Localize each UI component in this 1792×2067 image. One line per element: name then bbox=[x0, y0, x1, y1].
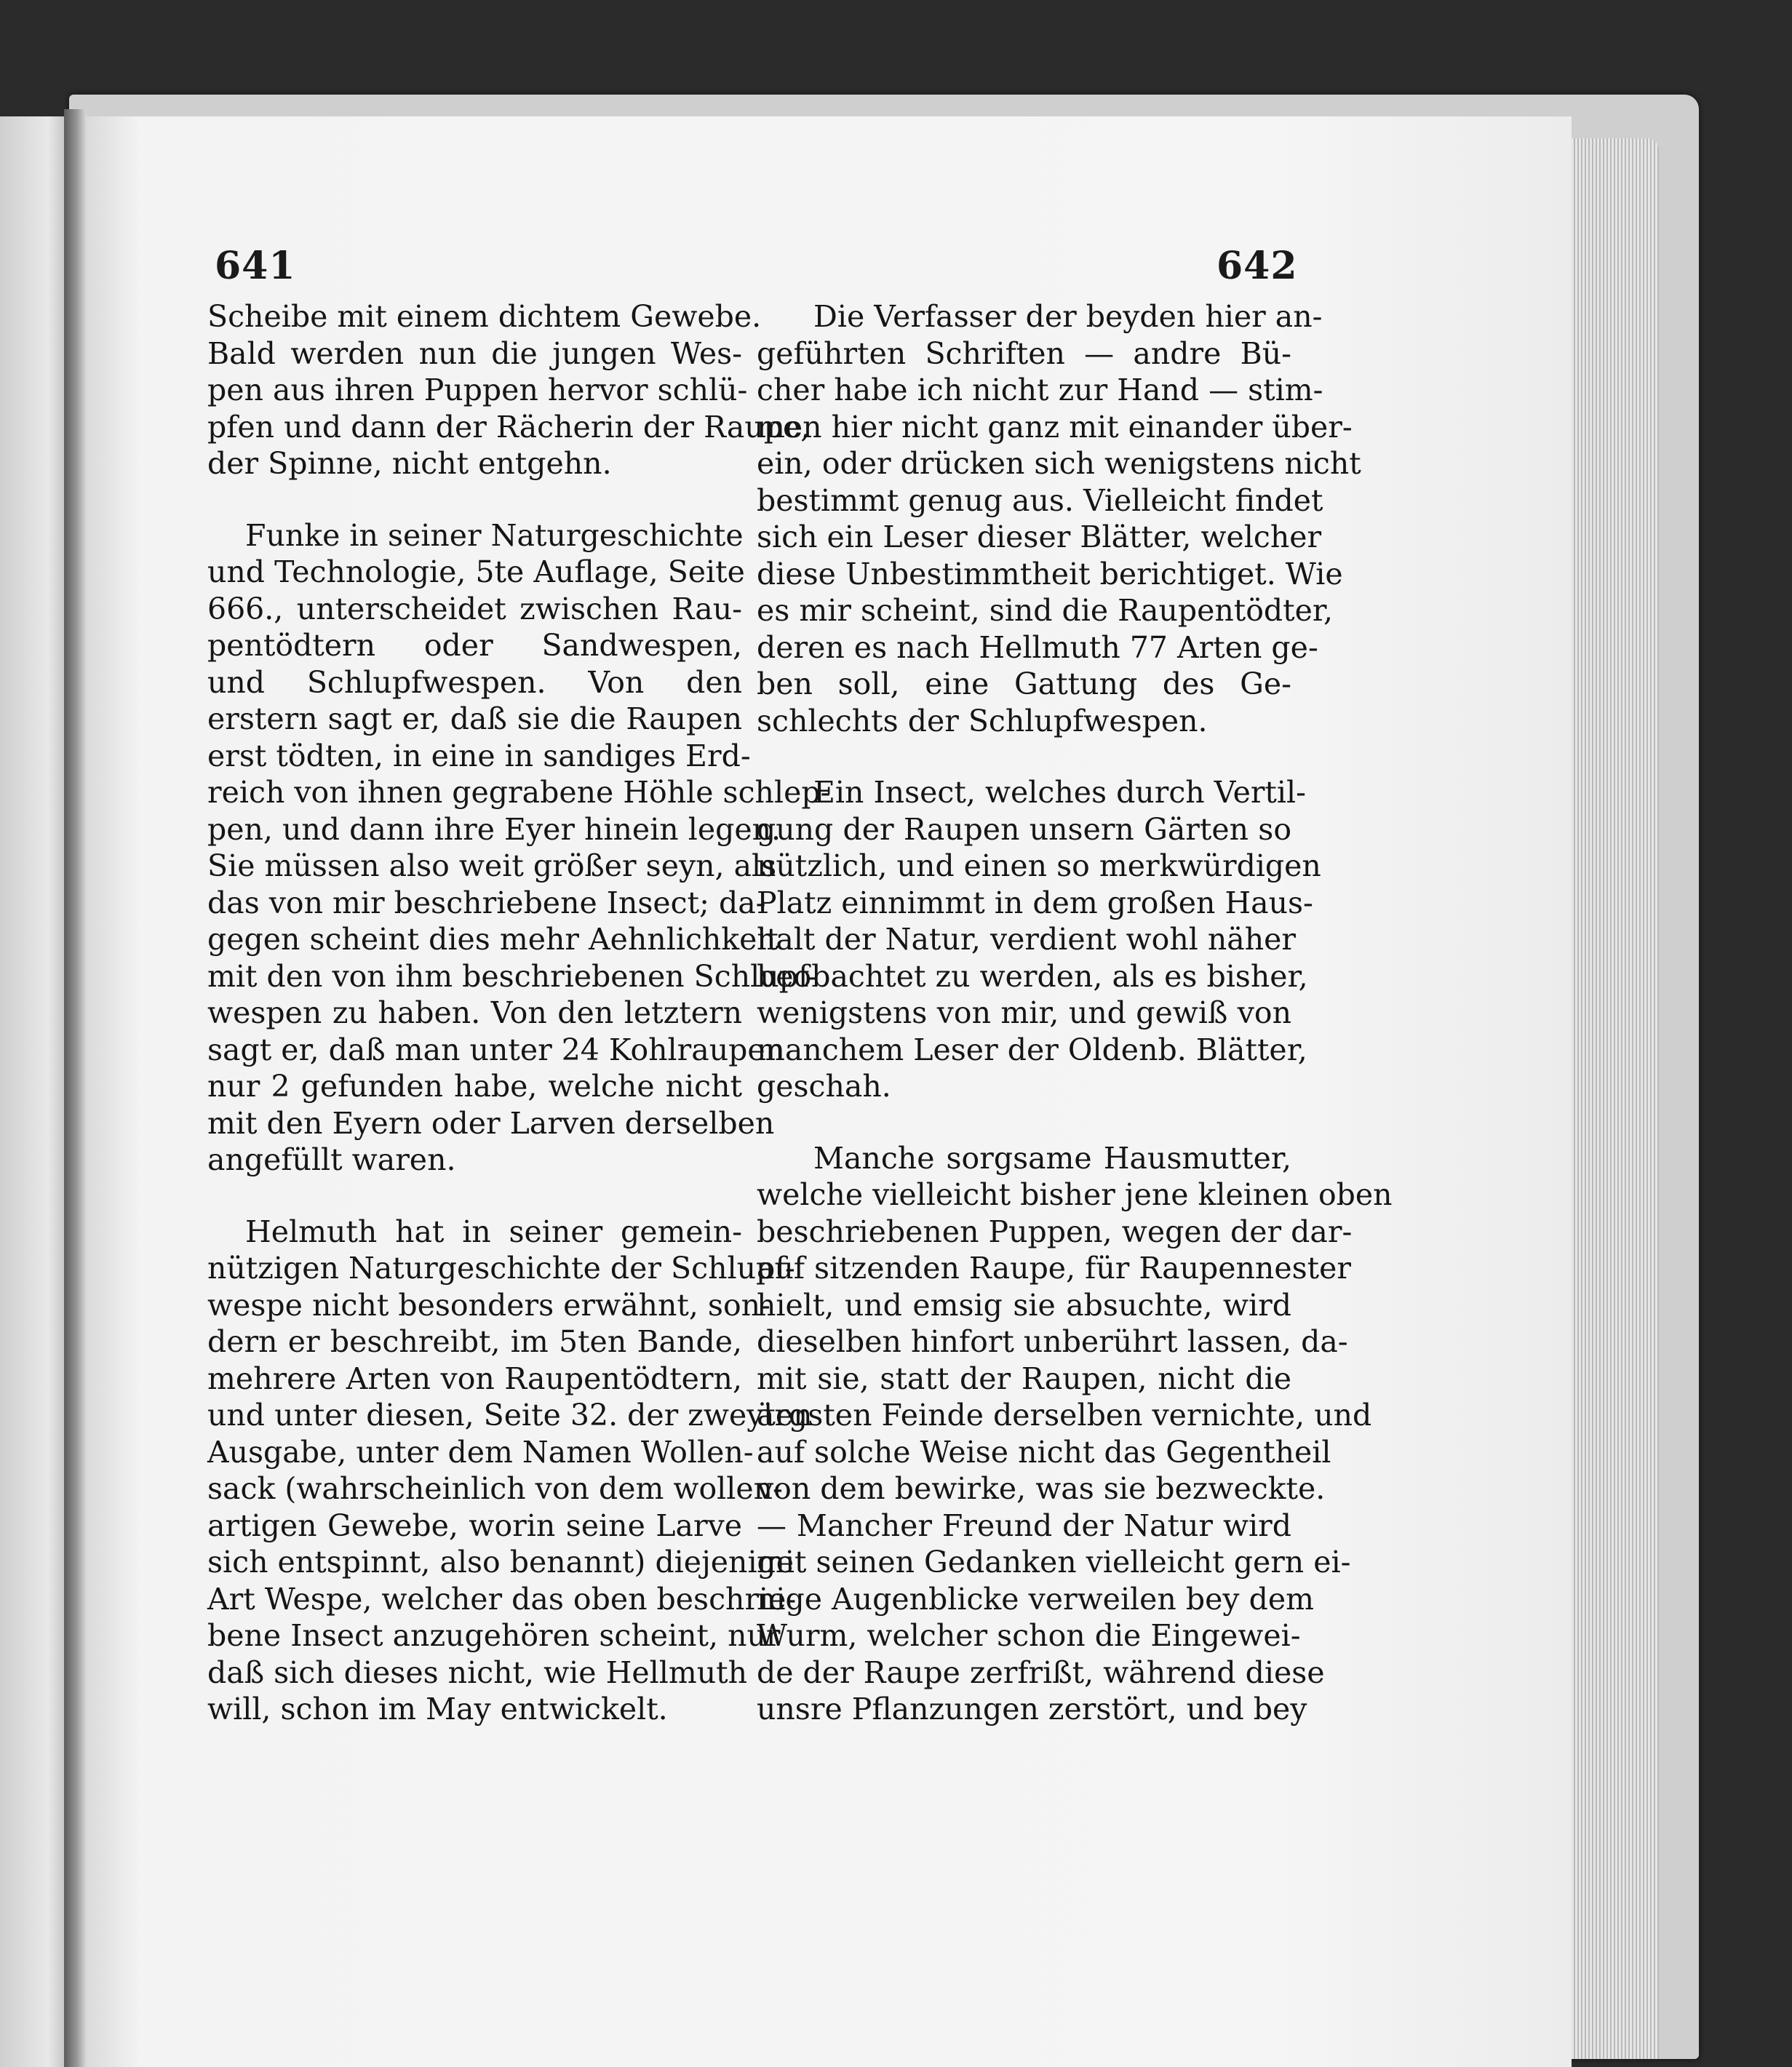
text-line: bestimmt genug aus. Vielleicht findet bbox=[757, 482, 1323, 518]
text-line: pfen und dann der Rächerin der Raupe, bbox=[207, 409, 811, 445]
text-line: — Mancher Freund der Natur wird bbox=[757, 1508, 1291, 1543]
text-line: reich von ihnen gegrabene Höhle schlep- bbox=[207, 775, 831, 810]
text-line: beobachtet zu werden, als es bisher, bbox=[757, 958, 1308, 994]
text-line: nige Augenblicke verweilen bey dem bbox=[757, 1581, 1314, 1617]
text-line: de der Raupe zerfrißt, während diese bbox=[757, 1654, 1325, 1690]
text-line: mehrere Arten von Raupentödtern, bbox=[207, 1361, 742, 1396]
text-line: Ausgabe, unter dem Namen Wollen- bbox=[207, 1434, 754, 1470]
text-line: geschah. bbox=[757, 1069, 891, 1104]
text-line: erst tödten, in eine in sandiges Erd- bbox=[207, 738, 751, 773]
text-line: pentödtern oder Sandwespen, bbox=[207, 628, 742, 663]
text-line: Helmuth hat in seiner gemein- bbox=[245, 1214, 742, 1249]
text-line: bene Insect anzugehören scheint, nur bbox=[207, 1618, 781, 1653]
text-line: Die Verfasser der beyden hier an- bbox=[813, 299, 1323, 334]
text-line: dieselben hinfort unberührt lassen, da- bbox=[757, 1324, 1348, 1359]
text-line: men hier nicht ganz mit einander über- bbox=[757, 409, 1353, 445]
text-line: pen aus ihren Puppen hervor schlü- bbox=[207, 373, 748, 407]
text-line: sich ein Leser dieser Blätter, welcher bbox=[757, 519, 1322, 554]
page-edges bbox=[1564, 138, 1659, 2059]
paragraph-gap bbox=[207, 482, 742, 517]
text-line: nützigen Naturgeschichte der Schlupf- bbox=[207, 1251, 795, 1286]
text-line: beschriebenen Puppen, wegen der dar- bbox=[757, 1214, 1353, 1249]
text-line: auf sitzenden Raupe, für Raupennester bbox=[757, 1251, 1351, 1286]
paragraph-gap bbox=[207, 1179, 742, 1214]
paragraph-gap bbox=[757, 1105, 1291, 1140]
text-line: der Spinne, nicht entgehn. bbox=[207, 446, 612, 481]
text-line: ein, oder drücken sich wenigstens nicht bbox=[757, 446, 1361, 481]
text-line: Sie müssen also weit größer seyn, als bbox=[207, 848, 777, 883]
text-line: sack (wahrscheinlich von dem wollen- bbox=[207, 1471, 783, 1506]
text-line: artigen Gewebe, worin seine Larve bbox=[207, 1508, 742, 1543]
text-line: mit den Eyern oder Larven derselben bbox=[207, 1105, 775, 1141]
paragraph bbox=[757, 298, 1361, 739]
text-line: geführten Schriften — andre Bü- bbox=[757, 335, 1291, 371]
text-line: deren es nach Hellmuth 77 Arten ge- bbox=[757, 629, 1318, 665]
text-line: cher habe ich nicht zur Hand — stim- bbox=[757, 373, 1323, 407]
text-line: sich entspinnt, also benannt) diejenige bbox=[207, 1545, 795, 1580]
text-line: und unter diesen, Seite 32. der zweyten bbox=[207, 1398, 813, 1433]
text-line: 666., unterscheidet zwischen Rau- bbox=[207, 591, 742, 626]
paragraph bbox=[207, 1214, 813, 1728]
left-page-edge bbox=[0, 116, 69, 2067]
right-column bbox=[757, 298, 1393, 1728]
text-line: Platz einnimmt in dem großen Haus- bbox=[757, 885, 1313, 920]
text-line: gegen scheint dies mehr Aehnlichkeit bbox=[207, 922, 779, 957]
text-line: Scheibe mit einem dichtem Gewebe. bbox=[207, 299, 762, 334]
text-line: ben soll, eine Gattung des Ge- bbox=[757, 666, 1291, 701]
text-line: dern er beschreibt, im 5ten Bande, bbox=[207, 1324, 742, 1359]
text-line: Manche sorgsame Hausmutter, bbox=[813, 1140, 1291, 1176]
text-line: hielt, und emsig sie absuchte, wird bbox=[757, 1287, 1291, 1323]
paragraph-gap bbox=[757, 739, 1291, 774]
text-line: es mir scheint, sind die Raupentödter, bbox=[757, 593, 1334, 628]
text-line: Wurm, welcher schon die Eingewei- bbox=[757, 1618, 1301, 1653]
text-line: welche vielleicht bisher jene kleinen oben bbox=[757, 1177, 1393, 1212]
text-line: wenigstens von mir, und gewiß von bbox=[757, 995, 1291, 1030]
text-line: Funke in seiner Naturgeschichte bbox=[245, 517, 744, 553]
paragraph bbox=[757, 1140, 1393, 1728]
text-line: halt der Natur, verdient wohl näher bbox=[757, 922, 1296, 957]
text-line: diese Unbestimmtheit berichtiget. Wie bbox=[757, 556, 1343, 592]
text-line: Ein Insect, welches durch Vertil- bbox=[813, 775, 1306, 810]
text-line: und Technologie, 5te Auflage, Seite bbox=[207, 554, 745, 589]
text-line: wespe nicht besonders erwähnt, son- bbox=[207, 1287, 770, 1323]
text-line: schlechts der Schlupfwespen. bbox=[757, 703, 1208, 738]
gutter-shadow bbox=[64, 109, 86, 2067]
text-line: wespen zu haben. Von den letztern bbox=[207, 995, 742, 1030]
text-line: erstern sagt er, daß sie die Raupen bbox=[207, 701, 742, 736]
page-number-right: 642 bbox=[1216, 244, 1298, 288]
paragraph bbox=[757, 774, 1321, 1105]
text-line: auf solche Weise nicht das Gegentheil bbox=[757, 1434, 1331, 1470]
text-line: mit den von ihm beschriebenen Schlupf- bbox=[207, 958, 819, 994]
text-line: ärgsten Feinde derselben vernichte, und bbox=[757, 1398, 1372, 1433]
text-line: unsre Pflanzungen zerstört, und bey bbox=[757, 1692, 1307, 1727]
text-line: pen, und dann ihre Eyer hinein legen. bbox=[207, 811, 781, 847]
paragraph bbox=[207, 298, 811, 482]
text-line: mit sie, statt der Raupen, nicht die bbox=[757, 1361, 1291, 1396]
page-number-left: 641 bbox=[215, 244, 296, 288]
text-line: sagt er, daß man unter 24 Kohlraupen bbox=[207, 1032, 785, 1067]
text-line: daß sich dieses nicht, wie Hellmuth bbox=[207, 1654, 748, 1690]
text-line: nützlich, und einen so merkwürdigen bbox=[757, 848, 1321, 883]
text-line: und Schlupfwespen. Von den bbox=[207, 664, 742, 700]
text-line: das von mir beschriebene Insect; da- bbox=[207, 885, 766, 920]
text-line: will, schon im May entwickelt. bbox=[207, 1692, 668, 1727]
text-line: nur 2 gefunden habe, welche nicht bbox=[207, 1069, 742, 1104]
text-line: Art Wespe, welcher das oben beschrie- bbox=[207, 1581, 797, 1617]
text-line: Bald werden nun die jungen Wes- bbox=[207, 335, 742, 371]
text-line: manchem Leser der Oldenb. Blätter, bbox=[757, 1032, 1307, 1067]
text-line: gung der Raupen unsern Gärten so bbox=[757, 811, 1291, 847]
text-line: mit seinen Gedanken vielleicht gern ei- bbox=[757, 1545, 1351, 1580]
text-line: angefüllt waren. bbox=[207, 1142, 456, 1177]
text-line: von dem bewirke, was sie bezweckte. bbox=[757, 1471, 1326, 1506]
